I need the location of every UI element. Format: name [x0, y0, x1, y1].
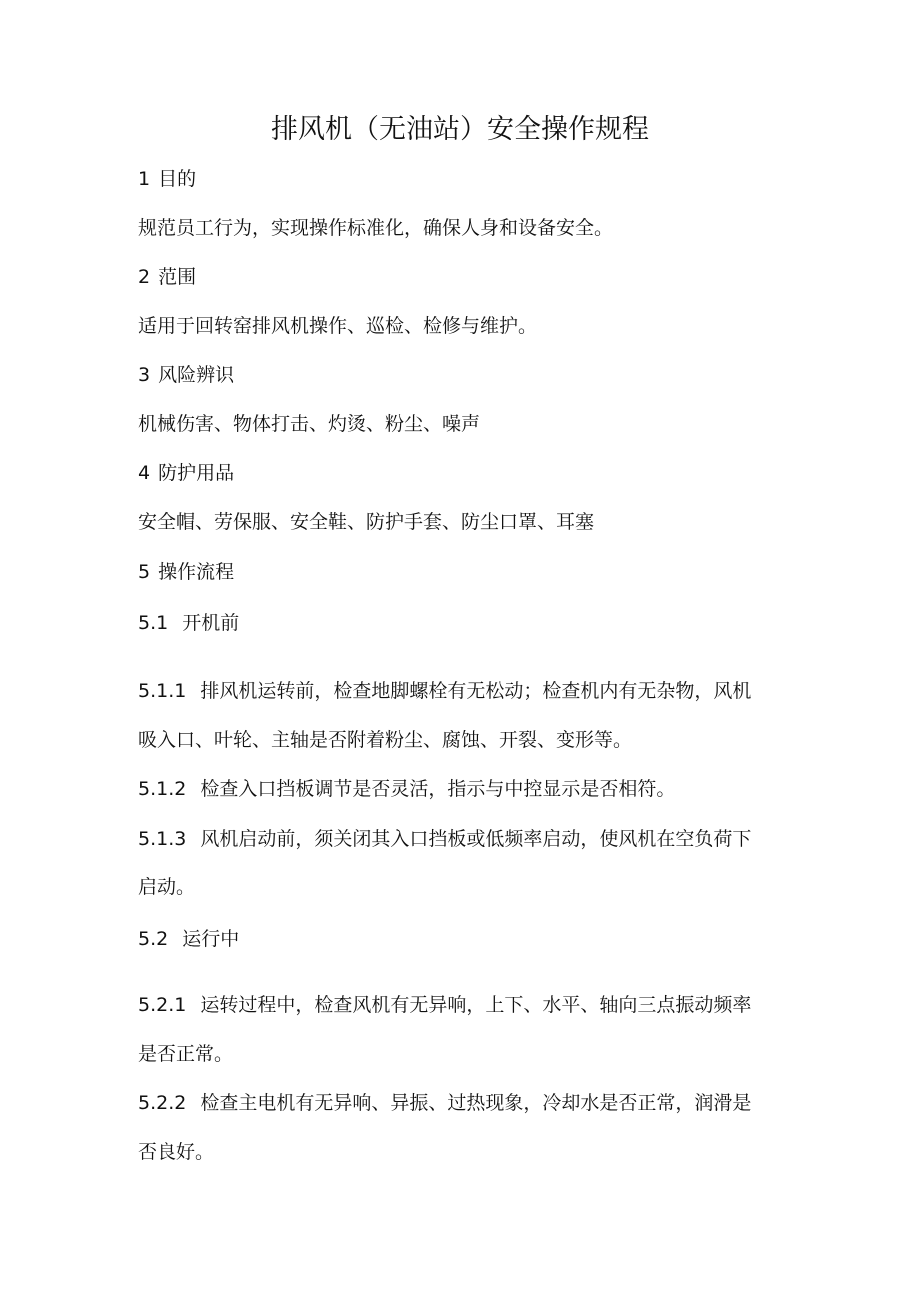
section-heading-purpose — [138, 164, 788, 194]
clause-5-1-1-continued: 吸入口、叶轮、主轴是否附着粉尘、腐蚀、开裂、变形等。 — [138, 729, 633, 751]
subsection-heading-before-start — [138, 608, 788, 638]
section-label: 操作流程 — [158, 561, 235, 583]
section-body-risk: 机械伤害、物体打击、灼烫、粉尘、噪声 — [138, 413, 481, 435]
section-number: 4 — [138, 462, 151, 484]
section-body-scope: 适用于回转窑排风机操作、巡检、检修与维护。 — [138, 315, 538, 337]
clause-number: 5.1.2 — [138, 778, 187, 800]
section-heading-procedure — [138, 557, 788, 587]
clause-number: 5.1.1 — [138, 680, 187, 702]
clause-text: 检查主电机有无异响、异振、过热现象，冷却水是否正常，润滑是 — [200, 1092, 752, 1114]
section-number: 3 — [138, 364, 151, 386]
document-title: 排风机（无油站）安全操作规程 — [271, 114, 649, 145]
clause-number: 5.2.1 — [138, 994, 187, 1016]
section-number: 1 — [138, 168, 151, 190]
clause-5-2-2 — [138, 1088, 788, 1118]
clause-text: 排风机运转前，检查地脚螺栓有无松动；检查机内有无杂物，风机 — [200, 680, 752, 702]
clause-number: 5.1.3 — [138, 828, 187, 850]
clause-5-1-2 — [138, 774, 788, 804]
clause-5-2-1 — [138, 990, 788, 1020]
section-label: 风险辨识 — [158, 364, 235, 386]
subsection-heading-running — [138, 924, 788, 954]
clause-5-1-3 — [138, 824, 788, 854]
section-number: 5 — [138, 561, 151, 583]
subsection-label: 开机前 — [182, 612, 240, 634]
section-number: 2 — [138, 266, 151, 288]
section-label: 范围 — [158, 266, 197, 288]
section-body-ppe: 安全帽、劳保服、安全鞋、防护手套、防尘口罩、耳塞 — [138, 511, 595, 533]
subsection-label: 运行中 — [182, 928, 240, 950]
section-heading-ppe — [138, 458, 788, 488]
section-heading-risk — [138, 360, 788, 390]
subsection-number: 5.1 — [138, 612, 169, 634]
subsection-number: 5.2 — [138, 928, 169, 950]
clause-5-1-3-continued: 启动。 — [138, 876, 196, 898]
clause-5-1-1 — [138, 676, 788, 706]
section-heading-scope — [138, 262, 788, 292]
clause-text: 运转过程中，检查风机有无异响，上下、水平、轴向三点振动频率 — [200, 994, 752, 1016]
clause-number: 5.2.2 — [138, 1092, 187, 1114]
clause-5-2-1-continued: 是否正常。 — [138, 1043, 234, 1065]
section-label: 防护用品 — [158, 462, 235, 484]
clause-5-2-2-continued: 否良好。 — [138, 1141, 215, 1163]
section-body-purpose: 规范员工行为，实现操作标准化，确保人身和设备安全。 — [138, 217, 614, 239]
clause-text: 检查入口挡板调节是否灵活，指示与中控显示是否相符。 — [200, 778, 676, 800]
section-label: 目的 — [158, 168, 197, 190]
clause-text: 风机启动前，须关闭其入口挡板或低频率启动，使风机在空负荷下 — [200, 828, 752, 850]
